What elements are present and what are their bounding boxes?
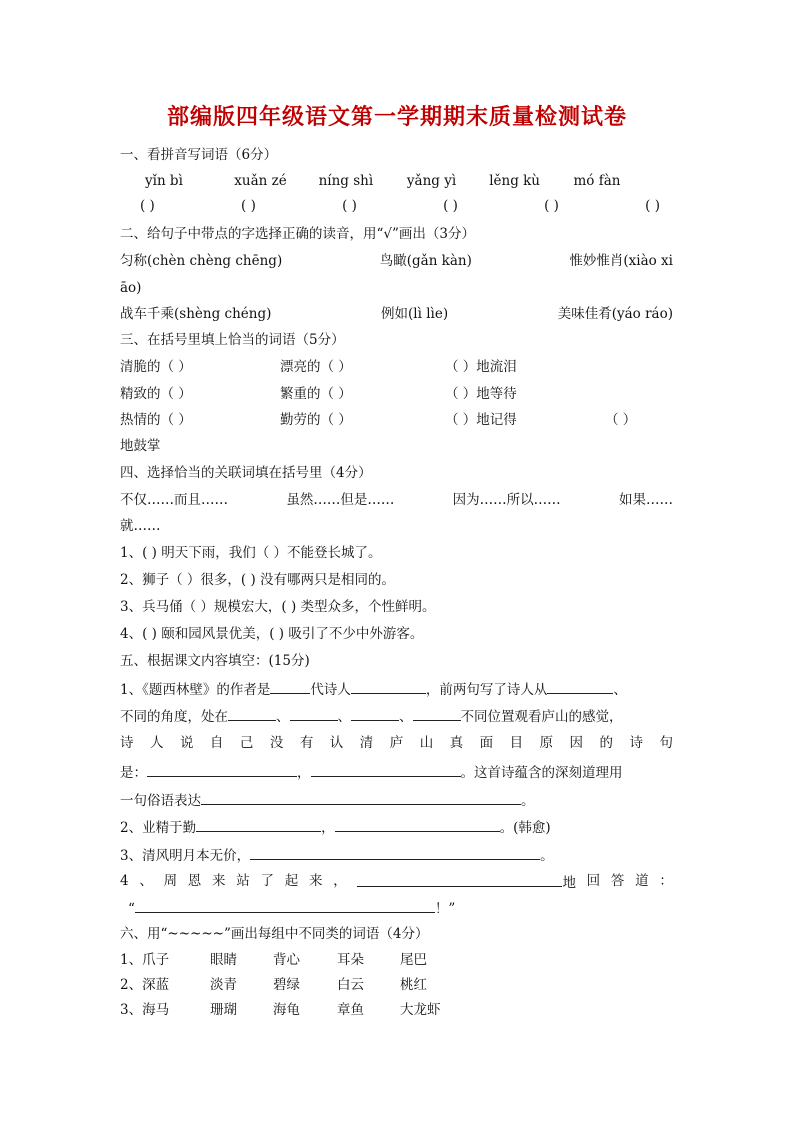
- pronunciation-item: 战车千乘(shèng chéng): [120, 306, 272, 322]
- word-item[interactable]: 2、深蓝: [120, 977, 170, 993]
- pronunciation-row-1: [120, 252, 673, 270]
- question-text: 、: [337, 709, 351, 725]
- question-text: 不同的角度，处在: [120, 709, 228, 725]
- question-text: ，: [321, 820, 335, 836]
- answer-underline[interactable]: [290, 706, 338, 721]
- question-char: 诗: [629, 735, 643, 751]
- word-item[interactable]: 1、爪子: [120, 952, 170, 968]
- fill-item[interactable]: （ ）地等待: [445, 386, 517, 402]
- answer-underline[interactable]: [228, 706, 276, 721]
- question-char: 答: [610, 873, 625, 889]
- answer-blank[interactable]: ( ): [645, 198, 660, 214]
- question-text: ！”: [434, 901, 456, 917]
- question-char: 因: [569, 735, 584, 751]
- question-char: 来: [308, 873, 323, 889]
- question-char: 面: [479, 735, 494, 751]
- word-item[interactable]: 白云: [337, 977, 364, 993]
- answer-blank[interactable]: ( ): [241, 198, 256, 214]
- question-text: 2、业精于勤: [120, 820, 197, 836]
- exam-title: 部编版四年级语文第一学期期末质量检测试卷: [166, 105, 627, 130]
- question-char: 周: [163, 873, 178, 889]
- question-char: ：: [659, 873, 673, 889]
- poem-question-line-5: [120, 790, 535, 810]
- conjunction-option: 虽然……但是……: [286, 492, 395, 508]
- pinyin-4: yǎng yì: [406, 173, 457, 189]
- conjunction-options-cont: 就……: [120, 518, 161, 534]
- question-text: 1、《题西林壁》的作者是: [120, 682, 271, 698]
- pronunciation-row-2: [120, 305, 673, 323]
- pronunciation-row-1-cont: āo): [120, 280, 142, 296]
- word-item[interactable]: 桃红: [400, 977, 427, 993]
- conjunction-option: 因为……所以……: [452, 492, 561, 508]
- word-item[interactable]: 尾巴: [400, 952, 427, 968]
- poem-question-line-2: [120, 706, 623, 726]
- answer-blank[interactable]: ( ): [544, 198, 559, 214]
- question-char: 认: [329, 735, 344, 751]
- conjunction-option: 如果……: [618, 492, 673, 508]
- answer-blank[interactable]: ( ): [443, 198, 458, 214]
- word-item[interactable]: 章鱼: [337, 1002, 364, 1018]
- question-char: 目: [509, 735, 524, 751]
- answer-blank[interactable]: ( ): [342, 198, 357, 214]
- pinyin-3: níng shì: [318, 173, 374, 189]
- question-char: 起: [284, 873, 299, 889]
- conjunction-item-3[interactable]: 3、兵马俑（ ）规模宏大，( ) 类型众多，个性鲜明。: [120, 599, 436, 615]
- conjunction-options: [120, 491, 673, 509]
- section3-heading: 三、在括号里填上恰当的词语（5分）: [120, 332, 345, 348]
- zhou-enlai-answer-line: [128, 898, 455, 918]
- question-text: 。这首诗蕴含的深刻道理用: [460, 765, 623, 781]
- question-char: 了: [260, 873, 274, 889]
- question-char: 庐: [389, 735, 404, 751]
- answer-underline[interactable]: [270, 679, 310, 694]
- section5-heading: 五、根据课文内容填空：(15分): [120, 653, 310, 669]
- question-text: 一句俗语表达: [120, 793, 201, 809]
- word-group-1: [120, 951, 427, 969]
- question-char: 没: [269, 735, 284, 751]
- answer-underline[interactable]: [250, 845, 540, 860]
- fill-row-2: [120, 385, 517, 403]
- poem-question-line-3: [120, 734, 673, 752]
- word-item[interactable]: 大龙虾: [400, 1002, 441, 1018]
- word-item[interactable]: 眼睛: [210, 952, 237, 968]
- pinyin-2: xuǎn zé: [234, 173, 287, 189]
- question-text: 、: [399, 709, 413, 725]
- pinyin-row: [145, 173, 620, 189]
- pinyin-6: mó fàn: [573, 173, 621, 189]
- answer-underline[interactable]: [351, 679, 426, 694]
- question-text: 、: [613, 682, 627, 698]
- question-char: 己: [239, 735, 254, 751]
- answer-underline[interactable]: [547, 679, 613, 694]
- question-text: 3、清风明月本无价，: [120, 848, 251, 864]
- question-text: 。: [540, 848, 554, 864]
- pinyin-5: lěng kù: [489, 173, 540, 189]
- answer-underline[interactable]: [357, 872, 562, 887]
- pronunciation-item: 匀称(chèn chèng chēng): [120, 253, 283, 269]
- word-item[interactable]: 3、海马: [120, 1002, 170, 1018]
- question-text: 。: [521, 793, 535, 809]
- proverb-question-2: [120, 817, 551, 837]
- question-char: 有: [299, 735, 314, 751]
- word-item[interactable]: 碧绿: [273, 977, 300, 993]
- question-text: ，: [297, 765, 311, 781]
- word-item[interactable]: 淡青: [210, 977, 237, 993]
- question-char: 回: [586, 873, 601, 889]
- question-text: 。(韩愈): [499, 820, 551, 836]
- section1-heading: 一、看拼音写词语（6分）: [120, 147, 278, 163]
- question-char: 自: [209, 735, 224, 751]
- word-item[interactable]: 珊瑚: [210, 1002, 237, 1018]
- word-item[interactable]: 海龟: [273, 1002, 300, 1018]
- conjunction-item-4[interactable]: 4、( ) 颐和园风景优美，( ) 吸引了不少中外游客。: [120, 626, 424, 642]
- answer-underline[interactable]: [201, 790, 521, 805]
- word-item[interactable]: 背心: [273, 952, 300, 968]
- question-char: 说: [179, 735, 194, 751]
- fill-item[interactable]: 繁重的（ ）: [280, 386, 352, 402]
- question-char: 清: [359, 735, 374, 751]
- question-text: 不同位置观看庐山的感觉，: [460, 709, 623, 725]
- answer-underline[interactable]: [196, 817, 321, 832]
- question-text: “: [128, 901, 135, 917]
- question-char: 原: [539, 735, 554, 751]
- answer-parens-row: [140, 198, 660, 214]
- question-char: 道: [635, 873, 649, 889]
- fill-row-3-cont: 地鼓掌: [120, 438, 161, 454]
- question-text: ，前两句写了诗人从: [425, 682, 548, 698]
- fill-item[interactable]: （ ）地记得: [445, 412, 517, 428]
- pronunciation-item: 例如(lì lìe): [381, 306, 449, 322]
- question-text: 、: [276, 709, 290, 725]
- answer-underline[interactable]: [135, 898, 435, 913]
- question-char: 4: [120, 873, 129, 889]
- poem-question-line-4: [120, 762, 623, 782]
- question-text: 是：: [120, 765, 147, 781]
- answer-underline[interactable]: [351, 706, 399, 721]
- word-group-2: [120, 976, 427, 994]
- fill-item[interactable]: （ ）地流泪: [445, 359, 517, 375]
- section2-heading: 二、给句子中带点的字选择正确的读音，用“√”画出（3分）: [120, 226, 475, 242]
- fill-item[interactable]: 清脆的（ ）: [120, 359, 192, 375]
- fill-item[interactable]: 热情的（ ）: [120, 412, 192, 428]
- pronunciation-item: 惟妙惟肖(xiào xi: [569, 253, 673, 269]
- question-char: 句: [659, 735, 673, 751]
- section4-heading: 四、选择恰当的关联词填在括号里（4分）: [120, 465, 372, 481]
- conjunction-item-1[interactable]: 1、( ) 明天下雨，我们（ ）不能登长城了。: [120, 545, 382, 561]
- question-text: 代诗人: [310, 682, 351, 698]
- question-char: 来: [212, 873, 226, 889]
- word-group-3: [120, 1001, 441, 1019]
- word-item[interactable]: 耳朵: [337, 952, 364, 968]
- question-char: 恩: [187, 873, 202, 889]
- fill-row-3: [120, 411, 636, 429]
- question-char: 、: [139, 873, 153, 889]
- poem-question-line-1: [120, 679, 627, 699]
- question-char: 真: [449, 735, 464, 751]
- conjunction-option: 不仅……而且……: [120, 492, 228, 508]
- answer-underline[interactable]: [413, 706, 461, 721]
- answer-underline[interactable]: [311, 762, 461, 777]
- pronunciation-item: 美味佳肴(yáo ráo): [557, 306, 673, 322]
- fill-row-1: [120, 358, 517, 376]
- fill-item[interactable]: 勤劳的（ ）: [280, 412, 352, 428]
- fill-item[interactable]: 漂亮的（ ）: [280, 359, 352, 375]
- fill-item[interactable]: （ ）: [605, 412, 637, 428]
- conjunction-item-2[interactable]: 2、狮子（ ）很多，( ) 没有哪两只是相同的。: [120, 572, 395, 588]
- question-char: 的: [599, 735, 613, 751]
- question-char: 山: [419, 735, 434, 751]
- section6-heading: 六、用“~~~~~”画出每组中不同类的词语（4分）: [120, 926, 429, 942]
- question-char: 诗: [120, 735, 134, 751]
- question-char: 站: [236, 873, 250, 889]
- proverb-question-3: [120, 845, 554, 865]
- answer-underline[interactable]: [335, 817, 500, 832]
- answer-underline[interactable]: [147, 762, 297, 777]
- question-char: ，: [333, 873, 347, 889]
- question-char: 人: [149, 735, 164, 751]
- fill-item[interactable]: 精致的（ ）: [120, 386, 192, 402]
- zhou-enlai-question-4: [120, 872, 673, 892]
- answer-blank[interactable]: ( ): [140, 198, 155, 214]
- pinyin-1: yǐn bì: [145, 173, 183, 189]
- pronunciation-item: 鸟瞰(gǎn kàn): [379, 253, 472, 269]
- question-text: 地: [562, 875, 576, 891]
